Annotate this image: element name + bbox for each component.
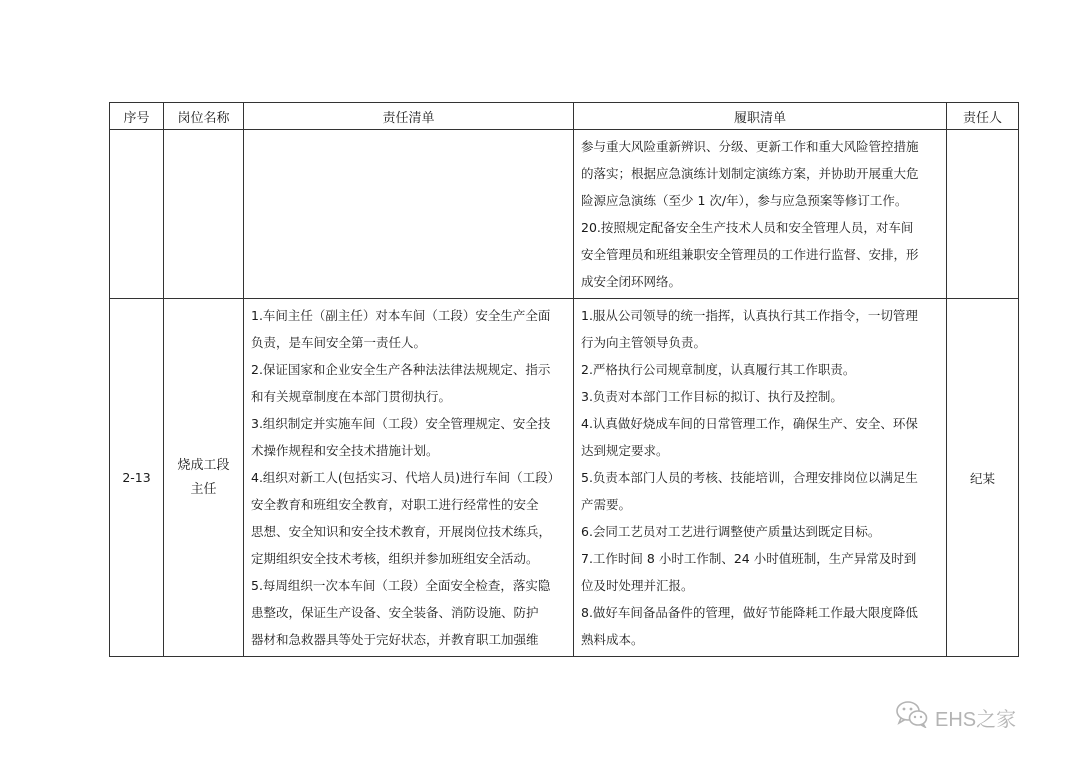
responsibility-line: 器材和急救器具等处于完好状态，并教育职工加强维 <box>251 632 539 647</box>
header-person: 责任人 <box>947 103 1019 130</box>
row-duties <box>574 299 947 657</box>
duty-line: 参与重大风险重新辨识、分级、更新工作和重大风险管控措施 <box>581 139 919 154</box>
position-line: 烧成工段 <box>177 457 230 473</box>
responsibility-line: 2.保证国家和企业安全生产各种法法律法规规定、指示 <box>251 362 551 377</box>
duty-line: 位及时处理并汇报。 <box>581 578 694 593</box>
header-responsibilities: 责任清单 <box>244 103 574 130</box>
row-person: 纪某 <box>947 299 1019 657</box>
row-person <box>947 130 1019 299</box>
wechat-icon <box>895 700 935 734</box>
responsibility-line: 1.车间主任（副主任）对本车间（工段）安全生产全面 <box>251 308 551 323</box>
duty-line: 6.会同工艺员对工艺进行调整使产质量达到既定目标。 <box>581 524 881 539</box>
responsibility-line: 5.每周组织一次本车间（工段）全面安全检查，落实隐 <box>251 578 551 593</box>
responsibility-line: 定期组织安全技术考核，组织并参加班组安全活动。 <box>251 551 539 566</box>
row-responsibilities <box>244 299 574 657</box>
duty-line: 1.服从公司领导的统一指挥，认真执行其工作指令，一切管理 <box>581 308 918 323</box>
header-position: 岗位名称 <box>164 103 244 130</box>
watermark-text: EHS之家 <box>935 708 1017 731</box>
duty-line: 7.工作时间 8 小时工作制、24 小时值班制，生产异常及时到 <box>581 551 917 566</box>
position-line: 主任 <box>190 481 217 497</box>
duty-line: 的落实；根据应急演练计划制定演练方案，并协助开展重大危 <box>581 166 919 181</box>
row-position <box>164 130 244 299</box>
duty-line: 2.严格执行公司规章制度，认真履行其工作职责。 <box>581 362 856 377</box>
duty-line: 达到规定要求。 <box>581 443 669 458</box>
responsibility-line: 负责，是车间安全第一责任人。 <box>251 335 427 350</box>
responsibility-line: 3.组织制定并实施车间（工段）安全管理规定、安全技 <box>251 416 551 431</box>
duty-line: 熟料成本。 <box>581 632 644 647</box>
duty-line: 20.按照规定配备安全生产技术人员和安全管理人员，对车间 <box>581 220 914 235</box>
header-no: 序号 <box>110 103 164 130</box>
duty-line: 成安全闭环网络。 <box>581 274 682 289</box>
responsibility-line: 术操作规程和安全技术措施计划。 <box>251 443 439 458</box>
responsibility-line: 思想、安全知识和安全技术教育，开展岗位技术练兵， <box>251 524 552 539</box>
duty-line: 行为向主管领导负责。 <box>581 335 707 350</box>
responsibility-line: 患整改，保证生产设备、安全装备、消防设施、防护 <box>251 605 539 620</box>
header-duties: 履职清单 <box>574 103 947 130</box>
table-header-row <box>110 103 1019 130</box>
responsibility-line: 安全教育和班组安全教育，对职工进行经常性的安全 <box>251 497 539 512</box>
row-no: 2-13 <box>110 299 164 657</box>
row-duties <box>574 130 947 299</box>
duty-line: 8.做好车间备品备件的管理，做好节能降耗工作最大限度降低 <box>581 605 918 620</box>
watermark <box>895 700 1016 734</box>
duty-line: 安全管理员和班组兼职安全管理员的工作进行监督、安排，形 <box>581 247 919 262</box>
responsibility-line: 4.组织对新工人(包括实习、代培人员)进行车间（工段） <box>251 470 561 485</box>
duty-line: 4.认真做好烧成车间的日常管理工作，确保生产、安全、环保 <box>581 416 918 431</box>
duty-line: 产需要。 <box>581 497 632 512</box>
duty-line: 5.负责本部门人员的考核、技能培训，合理安排岗位以满足生 <box>581 470 918 485</box>
row-position <box>164 299 244 657</box>
duty-line: 3.负责对本部门工作目标的拟订、执行及控制。 <box>581 389 843 404</box>
row-responsibilities <box>244 130 574 299</box>
table-row <box>110 130 1019 299</box>
responsibility-line: 和有关规章制度在本部门贯彻执行。 <box>251 389 452 404</box>
duty-line: 险源应急演练（至少 1 次/年），参与应急预案等修订工作。 <box>581 193 908 208</box>
duty-table <box>109 102 1019 657</box>
row-no <box>110 130 164 299</box>
table-row <box>110 299 1019 657</box>
